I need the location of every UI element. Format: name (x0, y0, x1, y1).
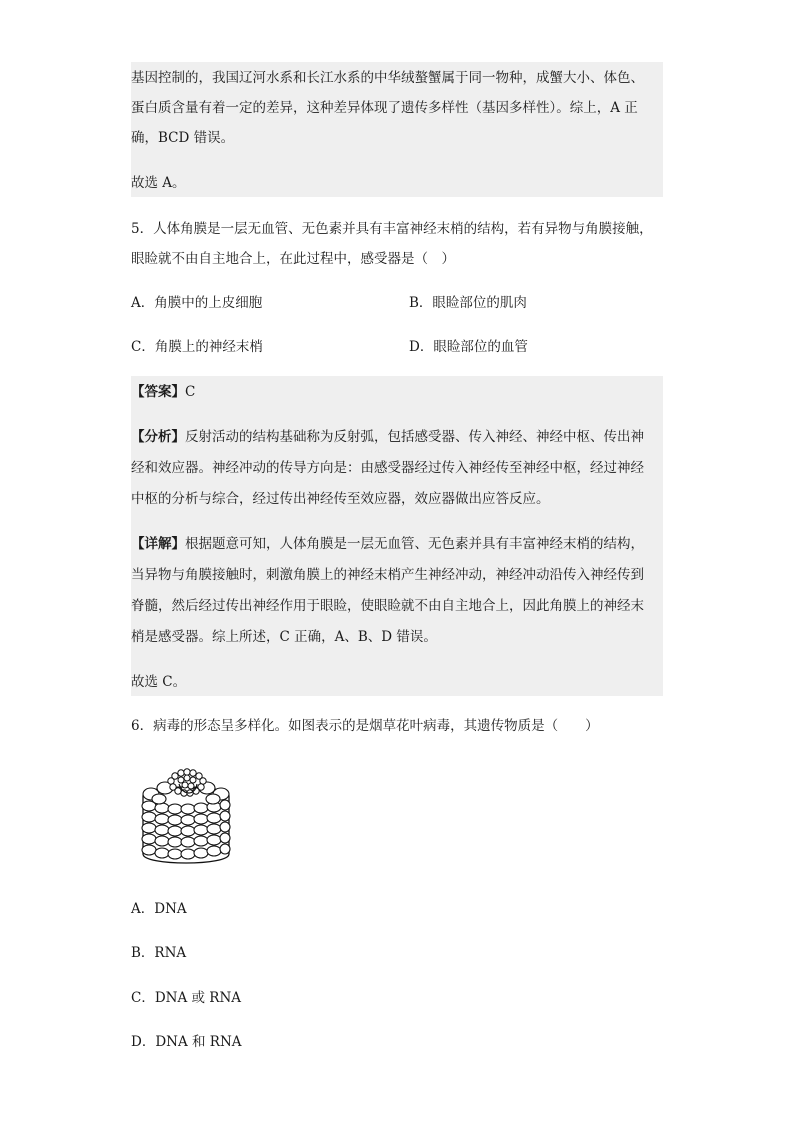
virus-illustration (135, 766, 237, 868)
answer-tag: 【答案】 (131, 384, 185, 400)
question-5-stem: 眼睑就不由自主地合上，在此过程中，感受器是（ ） (131, 251, 455, 267)
option-b: B．RNA (131, 945, 187, 961)
option-b: B．眼睑部位的肌肉 (409, 295, 527, 311)
explanation-line: 确，BCD 错误。 (131, 130, 235, 146)
detail-tag: 【详解】 (131, 536, 185, 552)
option-a: A．DNA (131, 901, 187, 917)
answer-line (131, 382, 195, 402)
detail-line: 【详解】根据题意可知，人体角膜是一层无血管、无色素并具有丰富神经末梢的结构， (131, 536, 644, 552)
option-d: D．DNA 和 RNA (131, 1034, 242, 1050)
question-5-stem: 5．人体角膜是一层无血管、无色素并具有丰富神经末梢的结构，若有异物与角膜接触， (131, 221, 653, 237)
question-6-stem: 6．病毒的形态呈多样化。如图表示的是烟草花叶病毒，其遗传物质是（ ） (131, 718, 599, 734)
explanation-line: 基因控制的，我国辽河水系和长江水系的中华绒螯蟹属于同一物种，成蟹大小、体色、 (131, 70, 644, 86)
option-d: D．眼睑部位的血管 (409, 339, 528, 355)
option-c: C．角膜上的神经末梢 (131, 339, 263, 355)
detail-line: 当异物与角膜接触时，刺激角膜上的神经末梢产生神经冲动，神经冲动沿传入神经传到 (131, 567, 644, 583)
analysis-line: 经和效应器。神经冲动的传导方向是：由感受器经过传入神经传至神经中枢，经过神经 (131, 460, 644, 476)
option-a: A．角膜中的上皮细胞 (131, 295, 263, 311)
conclusion-line: 故选 A。 (131, 175, 186, 191)
conclusion-line: 故选 C。 (131, 674, 187, 690)
detail-line: 梢是感受器。综上所述，C 正确，A、B、D 错误。 (131, 629, 437, 645)
option-c: C．DNA 或 RNA (131, 990, 242, 1006)
analysis-tag: 【分析】 (131, 429, 185, 445)
tobacco-mosaic-virus-figure (135, 766, 237, 868)
answer-value: C (185, 384, 196, 400)
explanation-line: 蛋白质含量有着一定的差异，这种差异体现了遗传多样性（基因多样性）。综上，A 正 (131, 100, 638, 116)
detail-line: 脊髓，然后经过传出神经作用于眼睑，使眼睑就不由自主地合上，因此角膜上的神经末 (131, 598, 644, 614)
analysis-line: 【分析】反射活动的结构基础称为反射弧，包括感受器、传入神经、神经中枢、传出神 (131, 429, 644, 445)
analysis-line: 中枢的分析与综合，经过传出神经传至效应器，效应器做出应答反应。 (131, 491, 550, 507)
